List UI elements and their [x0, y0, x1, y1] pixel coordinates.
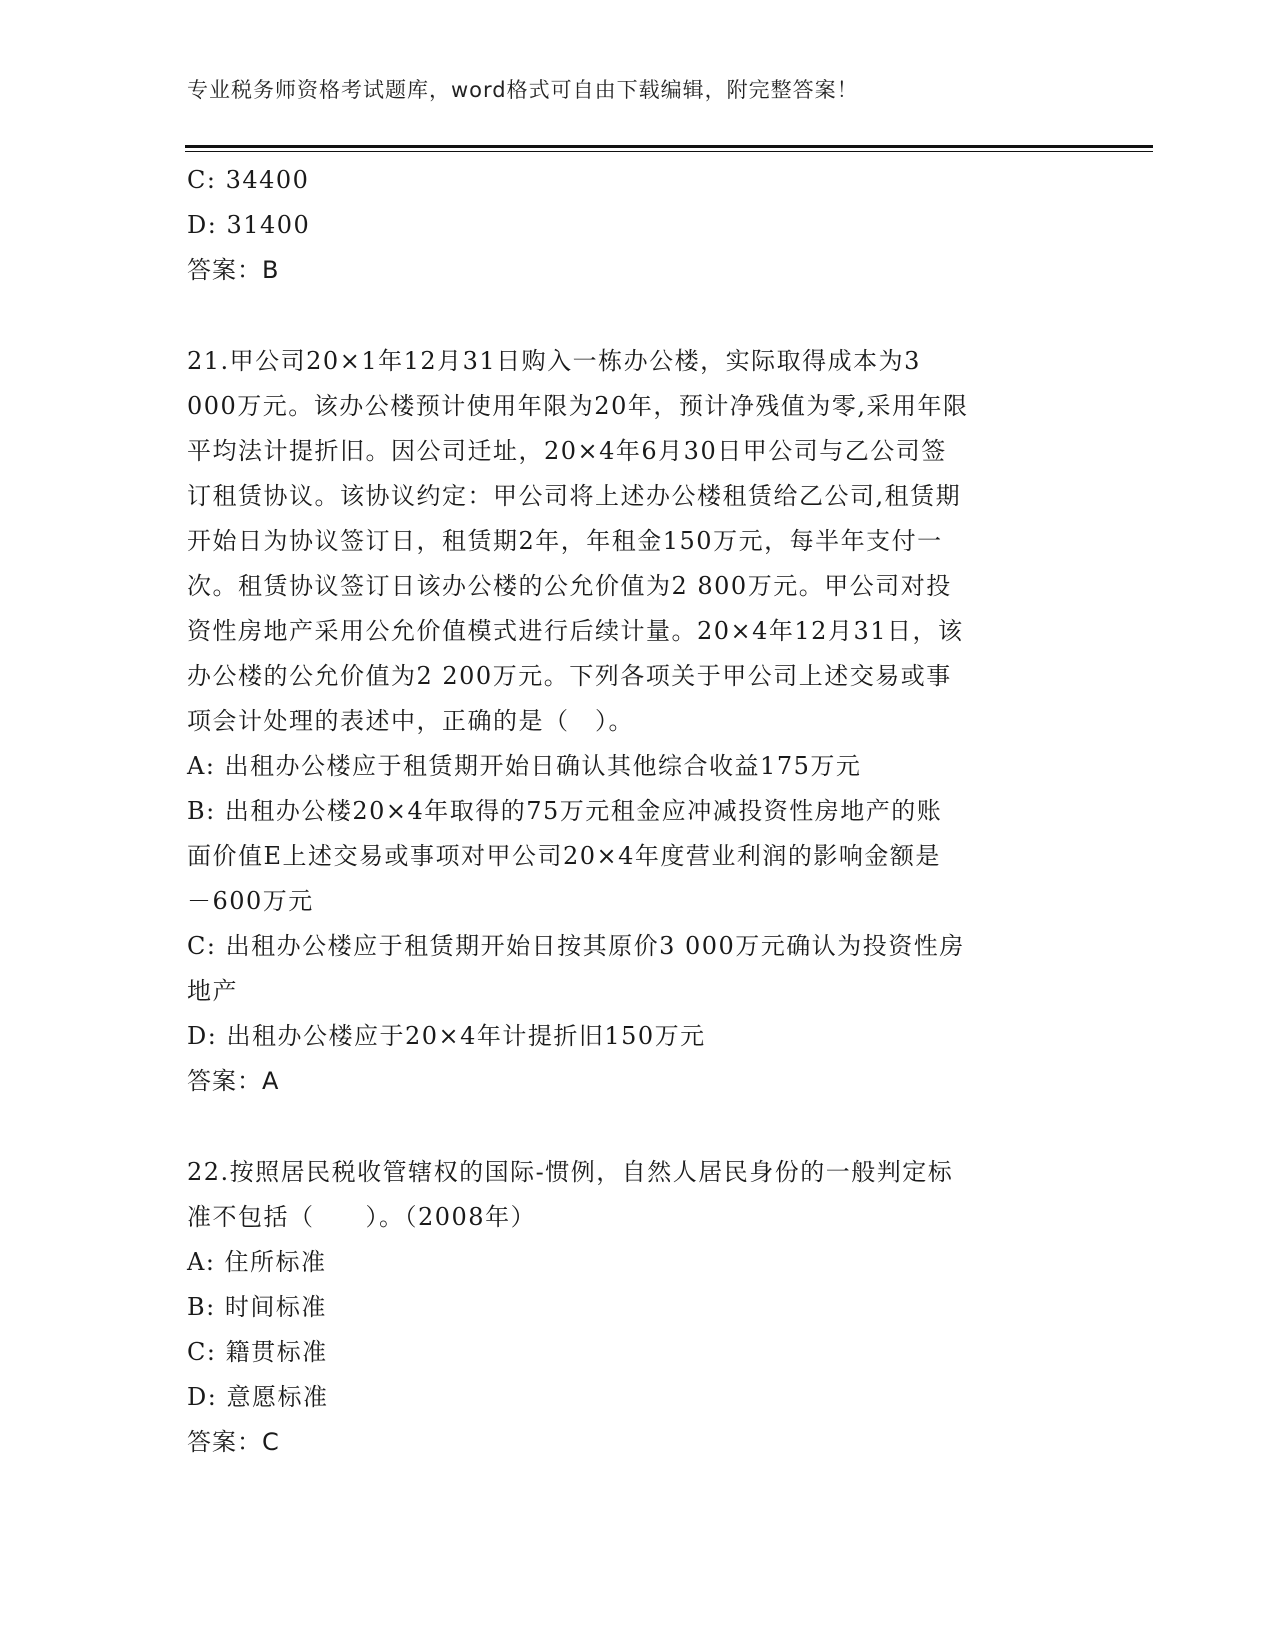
option-b: B: 出租办公楼20×4年取得的75万元租金应冲减投资性房地产的账 — [187, 797, 943, 825]
question-text-line: 订租赁协议。该协议约定：甲公司将上述办公楼租赁给乙公司,租赁期 — [187, 482, 962, 510]
option-c: C: 籍贯标准 — [187, 1338, 328, 1366]
question-text-line: 开始日为协议签订日，租赁期2年，年租金150万元，每半年支付一 — [187, 527, 943, 555]
answer: 答案：B — [187, 256, 280, 284]
prev-question — [187, 158, 1087, 293]
question-22 — [187, 1150, 1087, 1465]
document-body — [187, 158, 1087, 1465]
option-b: B: 时间标准 — [187, 1293, 327, 1321]
question-text-line: 000万元。该办公楼预计使用年限为20年，预计净残值为零,采用年限 — [187, 392, 969, 420]
question-text-line: 准不包括（ ）。（2008年） — [187, 1203, 537, 1231]
option-a: A: 出租办公楼应于租赁期开始日确认其他综合收益175万元 — [187, 752, 862, 780]
question-text-line: 资性房地产采用公允价值模式进行后续计量。20×4年12月31日，该 — [187, 617, 964, 645]
option-c-cont: 地产 — [187, 977, 238, 1005]
option-d: D: 意愿标准 — [187, 1383, 329, 1411]
question-text-line: 项会计处理的表述中，正确的是（ ）。 — [187, 707, 634, 735]
question-text-line: 平均法计提折旧。因公司迁址，20×4年6月30日甲公司与乙公司签 — [187, 437, 947, 465]
option-d: D: 31400 — [187, 211, 311, 239]
question-text-line: 办公楼的公允价值为2 200万元。下列各项关于甲公司上述交易或事 — [187, 662, 952, 690]
page-header: 专业税务师资格考试题库，word格式可自由下载编辑，附完整答案！ — [187, 78, 859, 102]
question-text-line: 22.按照居民税收管辖权的国际-惯例，自然人居民身份的一般判定标 — [187, 1158, 954, 1186]
option-d: D: 出租办公楼应于20×4年计提折旧150万元 — [187, 1022, 706, 1050]
answer: 答案：C — [187, 1428, 280, 1456]
header-rule-thin — [185, 151, 1153, 152]
question-text-line: 次。租赁协议签订日该办公楼的公允价值为2 800万元。甲公司对投 — [187, 572, 952, 600]
option-b-cont: 面价值E上述交易或事项对甲公司20×4年度营业利润的影响金额是 — [187, 842, 941, 870]
option-c: C: 34400 — [187, 166, 310, 194]
question-text-line: 21.甲公司20×1年12月31日购入一栋办公楼，实际取得成本为3 — [187, 347, 921, 375]
option-c: C: 出租办公楼应于租赁期开始日按其原价3 000万元确认为投资性房 — [187, 932, 965, 960]
spacer — [187, 1104, 1087, 1150]
spacer — [187, 293, 1087, 339]
question-21 — [187, 339, 1087, 1104]
header-rule-thick — [185, 145, 1153, 148]
option-a: A: 住所标准 — [187, 1248, 327, 1276]
answer: 答案：A — [187, 1067, 280, 1095]
option-b-cont: －600万元 — [187, 887, 314, 915]
